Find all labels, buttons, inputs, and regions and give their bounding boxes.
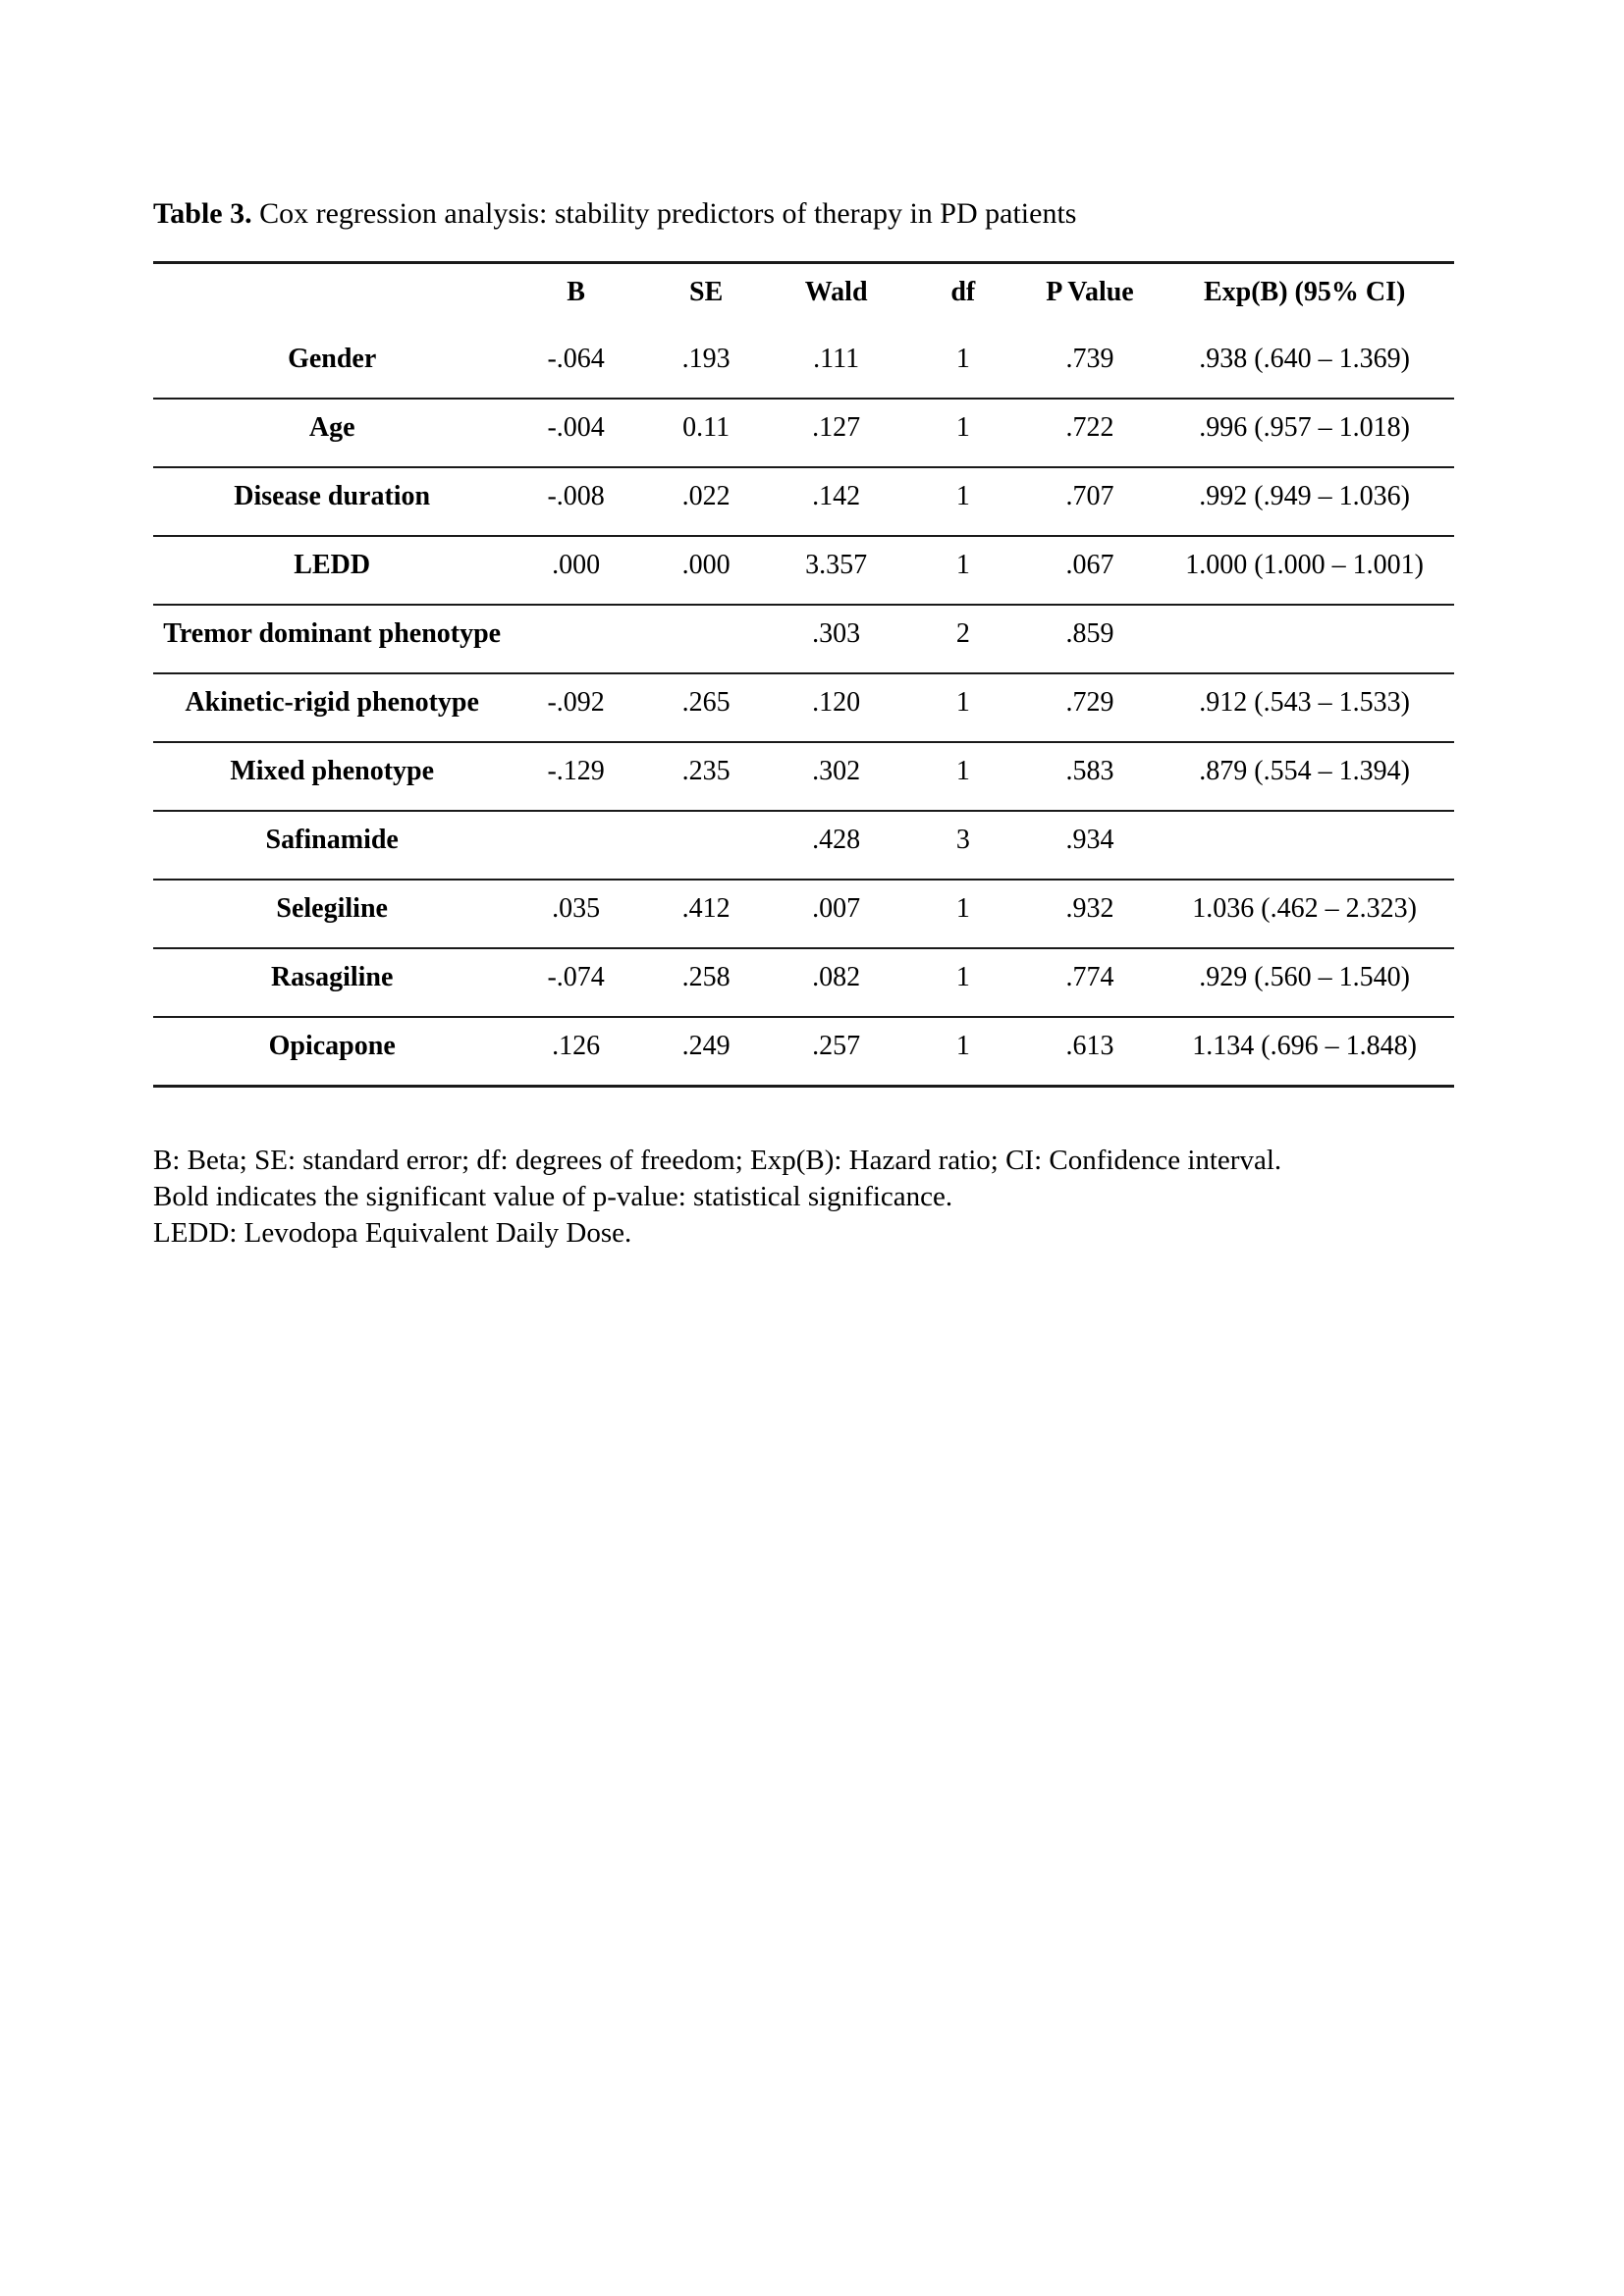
cell-expb: 1.036 (.462 – 2.323) <box>1192 893 1417 924</box>
cell-wald: .142 <box>812 481 861 511</box>
row-header: Akinetic-rigid phenotype <box>185 687 479 718</box>
table-row-ledd <box>153 536 1454 605</box>
cell-wald: .120 <box>812 687 861 718</box>
cell-wald: .082 <box>812 962 861 992</box>
cell-df: 1 <box>955 344 970 374</box>
column-header-empty <box>153 263 511 332</box>
table-row-tremor-dominant <box>153 605 1454 673</box>
cell-wald: .257 <box>812 1031 861 1061</box>
header-row <box>153 263 1454 332</box>
cell-b <box>511 605 641 673</box>
table-row-disease-duration <box>153 467 1454 536</box>
cell-se <box>641 811 772 880</box>
row-header: Rasagiline <box>270 962 394 992</box>
cell-pvalue: .774 <box>1065 962 1114 992</box>
cell-expb: .879 (.554 – 1.394) <box>1199 756 1410 786</box>
row-header: LEDD <box>294 550 371 580</box>
column-header-se: SE <box>689 277 724 307</box>
table-caption <box>153 196 1454 232</box>
table-footnotes <box>153 1143 1454 1252</box>
cell-se: 0.11 <box>682 412 731 443</box>
cell-wald: .428 <box>812 825 861 855</box>
cell-pvalue: .613 <box>1065 1031 1114 1061</box>
cell-df: 1 <box>955 687 970 718</box>
row-header: Tremor dominant phenotype <box>163 618 502 649</box>
cell-pvalue: .583 <box>1065 756 1114 786</box>
column-header-wald: Wald <box>804 277 868 307</box>
cell-b: -.064 <box>547 344 605 374</box>
cell-se: .258 <box>681 962 731 992</box>
cell-se: .235 <box>681 756 731 786</box>
cell-se: .412 <box>681 893 731 924</box>
row-header: Gender <box>288 344 377 374</box>
row-header: Safinamide <box>265 825 399 855</box>
cell-se <box>641 605 772 673</box>
cell-b: -.092 <box>547 687 605 718</box>
cell-pvalue: .707 <box>1065 481 1114 511</box>
cell-pvalue: .739 <box>1065 344 1114 374</box>
cell-se: .265 <box>681 687 731 718</box>
row-header: Selegiline <box>276 893 388 924</box>
cell-se: .193 <box>681 344 731 374</box>
cell-expb: 1.000 (1.000 – 1.001) <box>1185 550 1424 580</box>
column-header-df: df <box>950 277 976 307</box>
footnote-line: LEDD: Levodopa Equivalent Daily Dose. <box>153 1217 632 1249</box>
cell-pvalue: .859 <box>1065 618 1114 649</box>
cell-pvalue: .067 <box>1065 550 1114 580</box>
row-header: Age <box>308 412 355 443</box>
cell-df: 2 <box>955 618 970 649</box>
cell-expb: .938 (.640 – 1.369) <box>1199 344 1410 374</box>
column-header-pvalue: P Value <box>1046 277 1134 307</box>
cell-df: 1 <box>955 1031 970 1061</box>
cell-b: -.074 <box>547 962 605 992</box>
row-header: Disease duration <box>234 481 431 511</box>
cell-b: -.008 <box>547 481 605 511</box>
cell-expb: .929 (.560 – 1.540) <box>1199 962 1410 992</box>
table-row-selegiline <box>153 880 1454 948</box>
table-row-rasagiline <box>153 948 1454 1017</box>
cell-b <box>511 811 641 880</box>
table-body <box>153 331 1454 1087</box>
cell-expb: .992 (.949 – 1.036) <box>1199 481 1410 511</box>
table-caption-label: Table 3. <box>153 197 252 230</box>
cell-se: .000 <box>681 550 731 580</box>
cell-wald: .007 <box>812 893 861 924</box>
cell-expb <box>1155 811 1454 880</box>
row-header: Opicapone <box>268 1031 396 1061</box>
cell-df: 1 <box>955 893 970 924</box>
cell-pvalue: .729 <box>1065 687 1114 718</box>
cell-b: -.129 <box>547 756 605 786</box>
cell-pvalue: .932 <box>1065 893 1114 924</box>
table-row-age <box>153 399 1454 467</box>
cell-pvalue: .934 <box>1065 825 1114 855</box>
cell-pvalue: .722 <box>1065 412 1114 443</box>
cell-wald: .127 <box>812 412 861 443</box>
cell-b: -.004 <box>547 412 605 443</box>
cell-df: 1 <box>955 550 970 580</box>
table-row-mixed-phenotype <box>153 742 1454 811</box>
cell-expb: .912 (.543 – 1.533) <box>1199 687 1410 718</box>
cell-expb: 1.134 (.696 – 1.848) <box>1192 1031 1417 1061</box>
cell-wald: .303 <box>812 618 861 649</box>
column-header-expb: Exp(B) (95% CI) <box>1203 277 1406 307</box>
table-row-safinamide <box>153 811 1454 880</box>
table-row-akinetic-rigid <box>153 673 1454 742</box>
cell-se: .022 <box>681 481 731 511</box>
table-row-opicapone <box>153 1017 1454 1087</box>
cell-se: .249 <box>681 1031 731 1061</box>
table-row-gender <box>153 331 1454 399</box>
cell-df: 1 <box>955 962 970 992</box>
column-header-b: B <box>567 277 585 307</box>
cell-expb <box>1155 605 1454 673</box>
cell-df: 1 <box>955 481 970 511</box>
footnote-line: B: Beta; SE: standard error; df: degrees of freedom; Exp(B): Hazard ratio; CI: Confidence interval. <box>153 1145 1282 1176</box>
cell-b: .035 <box>552 893 601 924</box>
cell-df: 3 <box>955 825 970 855</box>
cell-expb: .996 (.957 – 1.018) <box>1199 412 1410 443</box>
cell-df: 1 <box>955 756 970 786</box>
cell-b: .000 <box>552 550 601 580</box>
cell-df: 1 <box>955 412 970 443</box>
document-page <box>153 196 1454 1252</box>
cell-wald: .302 <box>812 756 861 786</box>
cell-wald: .111 <box>813 344 860 374</box>
results-table <box>153 261 1454 1088</box>
cell-b: .126 <box>552 1031 601 1061</box>
row-header: Mixed phenotype <box>230 756 435 786</box>
cell-wald: 3.357 <box>805 550 868 580</box>
footnote-line: Bold indicates the significant value of p-value: statistical significance. <box>153 1181 953 1212</box>
table-caption-text: Cox regression analysis: stability predictors of therapy in PD patients <box>251 197 1077 230</box>
